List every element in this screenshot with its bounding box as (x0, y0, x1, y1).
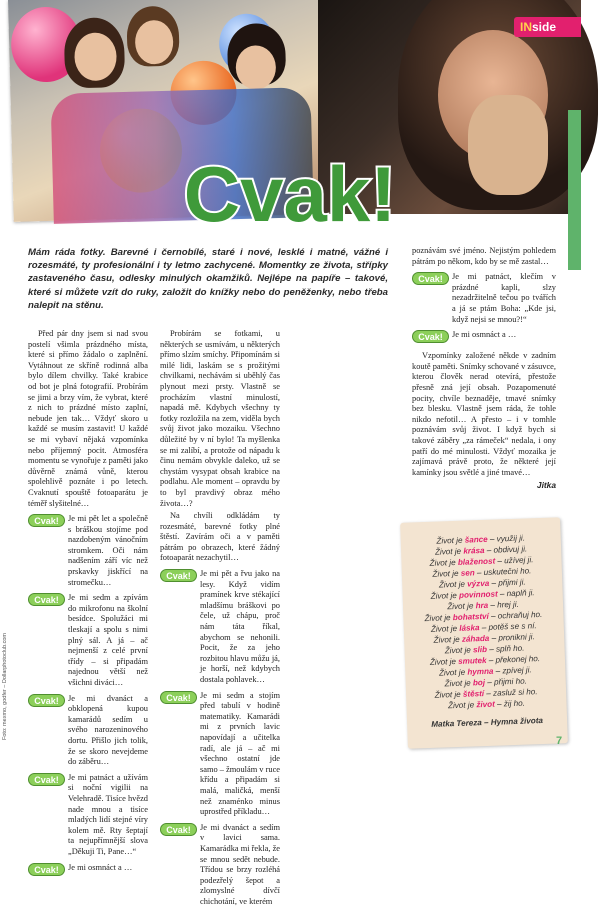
poem-keyword: láska (459, 623, 480, 633)
text-column-1 (28, 329, 148, 878)
memory-entry (28, 593, 148, 688)
article-intro: Mám ráda fotky. Barevné i černobílé, staré i nové, lesklé i matné, vážné i rozesmáté, ty profesionální i ty letmo zachycené. Momentky ze života, střípky zastaveného času, odlesky minulých okamžiků. Nejlépe na papíře – takové, které si můžete vzít do ruky, založit do knížky nebo do peněženky, nebo třeba nalepit na stěnu. (28, 247, 388, 311)
poem-line-suffix: – překonej ho. (486, 654, 541, 665)
poem-line-suffix: – žij ho. (494, 698, 526, 709)
section-tab-prefix: IN (520, 20, 532, 34)
poem-keyword: výzva (467, 578, 490, 589)
poem-line-prefix: Život je (429, 656, 459, 667)
poem-line-suffix: – naplň ji. (497, 588, 535, 599)
article-title-text: Cvak! (183, 150, 397, 238)
poem-author: Matka Tereza – Hymna života (431, 715, 544, 729)
poem-line-prefix: Život je (444, 645, 474, 656)
article-title (140, 150, 440, 238)
poem-keyword: záhada (461, 633, 490, 644)
poem-line-suffix: – přijmi ji. (489, 577, 526, 588)
cvak-badge: Cvak! (28, 863, 65, 876)
paragraph: Na chvíli odkládám ty rozesmáté, barevné fotky plné štěstí. Zavírám oči a v paměti pátrám po obrazech, které žádný fotoaparát nezachytil… (160, 511, 280, 563)
memory-entry (160, 691, 280, 818)
poem-keyword: boj (472, 677, 486, 688)
paragraph: Vzpomínky založené někde v zadním koutě paměti. Snímky schované v zásuvce, kterou člověk nerad otevírá, přestože přesně zná její obsah. Pozapomenuté pocity, chvíle beznaděje, tmavé snímky bez blesku. Vlastně jsem ráda, že tohle nikdo nefotil… A přesto – i v tomhle poznávám svůj život. I když bych si takové záběry „za rámeček“ nedala, i ony patří do mé minulosti. Vždyť mozaika je zajímavá právě proto, že některé její kamínky jsou světlé a jiné tmavé… (412, 351, 556, 477)
memory-text: Je mi osmnáct a … (68, 862, 133, 872)
poem-line-suffix: – zpívej ji. (493, 665, 532, 676)
poem-line-suffix: – obdivuj ji. (484, 544, 528, 555)
poem-line-prefix: Život je (447, 601, 476, 612)
memory-text: Je mi patnáct, klečím v prázdné kapli, slzy nezadržitelně tečou po tvářích a já se ptám Boha: „Kde jsi, když nejsi se mnou?!“ (452, 272, 556, 324)
poem-keyword: smutek (458, 655, 487, 666)
poem-keyword: blaženost (457, 556, 496, 567)
paragraph: Probírám se fotkami, u některých se usmívám, u některých přímo slzím smíchy. Připomínám si milé lidi, laskám se s prožitými chvilkami, nechávám si uběhlý čas plynout mezi prsty. Vlastně se procházím vlastní minulostí, napadá mě. Kdybych všechny ty fotky rozložila na zem, viděla bych svůj život jako mozaiku. Všechno důležité by v ní bylo! Ta myšlenka se mi zalíbí, a protože od nápadu k činu nemám obvykle daleko, už se chystám vysypat obsah krabice na podlahu. Ale moment – opravdu by to byl pravdivý obraz mého života…? (160, 329, 280, 508)
poem-line-suffix: – uskutečni ho. (474, 566, 532, 578)
section-tab-inside[interactable] (514, 17, 581, 37)
memory-entry (412, 330, 556, 343)
poem-line-prefix: Život je (434, 689, 464, 700)
cvak-badge: Cvak! (160, 569, 197, 582)
poem-keyword: štěstí (462, 689, 485, 699)
poem-line-suffix: – přijmi ho. (484, 676, 528, 687)
poem-keyword: sen (460, 568, 475, 578)
memory-text: Je mi osmnáct a … (452, 330, 517, 340)
poem-line-suffix: – pronikni ji. (489, 632, 535, 643)
cvak-badge: Cvak! (28, 694, 65, 707)
memory-entry (160, 823, 280, 908)
poem-line-prefix: Život je (430, 623, 460, 634)
poem-line-prefix: Život je (447, 700, 477, 711)
author-signature: Jitka (536, 480, 556, 491)
poem-keyword: bohatství (452, 611, 489, 623)
poem-keyword: život (476, 699, 495, 710)
poem-line-prefix: Život je (438, 667, 468, 678)
poem-card (400, 517, 568, 748)
poem-line-suffix: – splň ho. (486, 643, 525, 654)
poem-keyword: hra (475, 600, 489, 611)
cvak-badge: Cvak! (160, 823, 197, 836)
praying-hands (468, 95, 548, 195)
poem-line-prefix: Život je (432, 568, 461, 579)
cvak-badge: Cvak! (28, 514, 65, 527)
photo-credit: Foto: mexmo, godfer – Dollarphotoclub.com (2, 633, 8, 740)
memory-text: Je mi sedm a stojím před tabulí v hodině matematiky. Kamarádi mi z prvních lavic napovídají a učitelka radí, ale já – ač mi všechno ostatní jde samo – žmoulám v ruce křídu a připadám si malá, maličká, menší než znaménko minus uprostřed příkladu… (200, 690, 281, 817)
memory-text: Je mi patnáct a užívám si noční vigilii na Velehradě. Tisíce hvězd nade mnou a tisíce mladých lidí stejné víry kolem mě. Rty šeptají ta nejupřímnější slova „Děkuji Ti, Pane…“ (68, 772, 148, 856)
poem-keyword: hymna (467, 666, 494, 677)
poem-line-prefix: Život je (434, 546, 464, 557)
memory-entry (412, 272, 556, 325)
poem-line-suffix: – zasluž si ho. (483, 687, 538, 699)
memory-entry (28, 863, 148, 876)
memory-text: Je mi sedm a zpívám do mikrofonu na školní besídce. Spolužáci mi tleskají a spolu s nimi plný sál. A já – ač nejmenší z celé první třídy – si připadám najednou větší než všichni diváci… (68, 593, 148, 687)
poem-line-prefix: Život je (430, 590, 460, 601)
poem-line-prefix: Život je (436, 535, 465, 546)
poem-keyword: šance (464, 534, 488, 545)
paragraph: poznávám své jméno. Nejistým pohledem pátrám po někom, kdo by se mě zastal… (412, 246, 556, 266)
memory-entry (28, 694, 148, 768)
poem-line-prefix: Život je (424, 613, 454, 624)
cvak-badge: Cvak! (28, 593, 65, 606)
poem-keyword: krása (463, 545, 485, 556)
poem-line-suffix: – potěš se s ní. (479, 621, 537, 633)
text-column-3 (412, 246, 556, 491)
poem-line-suffix: – ochraňuj ho. (488, 609, 543, 621)
cvak-badge: Cvak! (28, 773, 65, 786)
cvak-badge: Cvak! (160, 691, 197, 704)
poem-line-suffix: – užívej ji. (495, 555, 534, 566)
page-number: 7 (556, 735, 563, 747)
memory-entry (28, 773, 148, 858)
memory-text: Je mi dvanáct a sedím v lavici sama. Kamarádka mi řekla, že se mnou sedět nebude. Třídou se brzy rozléhá podezřelý šepot a zlomyslné dívčí chichotání, ve kterém (200, 822, 280, 906)
section-tab-suffix: side (532, 20, 557, 34)
memory-text: Je mi pět a řvu jako na lesy. Když vidím pramínek krve stékající mladšímu bráškovi po čele, už chápu, proč nám táta říkal, abychom se nehonili. Pocit, že za jeho rozbitou hlavu můžu já, je horší, než kdybych dostala pohlavek… (200, 569, 280, 684)
paragraph: Před pár dny jsem si nad svou postelí všimla prázdného místa, které si přímo žádalo o zaplnění. Vytáhnout ze skříně rodinná alba bylo dílem chvilky. Také krabice od bot je plná fotografií. Probírám se jimi a brzy vím, že vybrat, které z nich to prázdné místo zaplní, nebude jen tak… Vždyť skoro u každé se musím zastavit! U každé se mi vybaví nějaká vzpomínka nebo příjemný pocit. Atmosféra momentu se vynořuje z paměti jako důvěrně známá vůně, kterou spolehlivě poznáte i po letech. Cvaknutí spouště fotoaparátu je téměř slyšitelné… (28, 329, 148, 508)
memory-entry (28, 514, 148, 588)
poem-keyword: povinnost (458, 589, 498, 600)
memory-text: Je mi dvanáct a obklopená kupou kamarádů sedím u svého narozeninového dortu. Přišlo jich tolik, že se skoro nevejdeme do záběru… (68, 693, 148, 767)
memory-entry (160, 569, 280, 686)
cvak-badge: Cvak! (412, 330, 449, 343)
poem-line-prefix: Život je (433, 634, 463, 645)
poem-line-prefix: Život je (429, 557, 459, 568)
side-accent-bar (568, 110, 581, 270)
poem-line-suffix: – využij ji. (487, 533, 526, 544)
memory-text: Je mi pět let a společně s bráškou stojíme pod nazdobeným vánočním stromkem. Oči nám nadšením září víc než prskavky jiskřící na stromečku… (68, 514, 148, 587)
poem-line-prefix: Život je (438, 579, 468, 590)
poem-lines (413, 532, 555, 713)
text-column-2 (160, 329, 280, 909)
poem-line-suffix: – hrej ji. (488, 599, 519, 610)
poem-keyword: slib (472, 644, 488, 655)
poem-line-prefix: Život je (444, 678, 474, 689)
cvak-badge: Cvak! (412, 272, 449, 285)
